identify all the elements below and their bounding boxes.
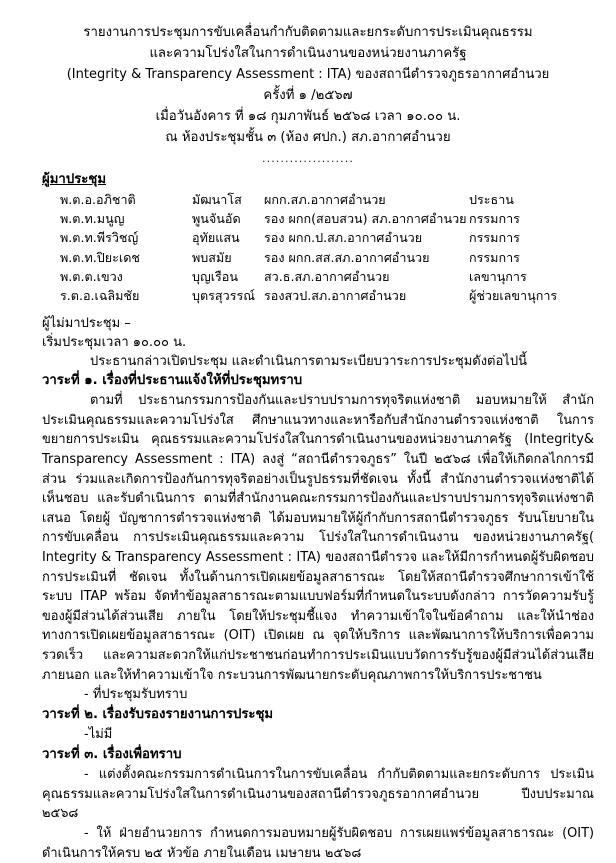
table-row <box>42 209 594 228</box>
title-line-3: (Integrity & Transparency Assessment : ITA) ของสถานีตำรวจภูธรอากาศอำนวย <box>66 67 550 82</box>
table-row <box>42 267 594 286</box>
attendee-surname: บุญเรือน <box>192 268 238 284</box>
chair-opening-statement: ประธานกล่าวเปิดประชุม และดำเนินการตามระเบียบวาระการประชุมดังต่อไปนี้ <box>90 354 527 370</box>
attendee-surname: มัฒนาโส <box>192 192 242 207</box>
attendee-position: รองสวป.สภ.อากาศอำนวย <box>264 288 407 304</box>
attendee-position: รอง ผกก(สอบสวน) สภ.อากาศอำนวย <box>264 211 467 227</box>
attendee-surname: อุทัยแสน <box>192 230 240 246</box>
attendee-surname: บุตรสุวรรณ์ <box>192 288 255 304</box>
title-line-5: เมื่อวันอังคาร ที่ ๑๘ กุมภาพันธ์ ๒๕๖๘ เวลา ๑๐.๐๐ น. <box>155 109 461 124</box>
attendee-position: สว.ธ.สภ.อากาศอำนวย <box>264 268 390 284</box>
title-line-4: ครั้งที่ ๑ /๒๕๖๗ <box>263 88 353 103</box>
attendees-heading-wrap <box>0 168 616 188</box>
title-line-6: ณ ห้องประชุมชั้น ๓ (ห้อง ศปก.) สภ.อากาศอำนวย <box>165 130 451 145</box>
table-row <box>42 286 594 305</box>
agenda-item-3-heading: วาระที่ ๓. เรื่องเพื่อทราบ <box>42 747 182 763</box>
agenda-item-3-bullet-2: - ให้ ฝ่ายอำนวยการ กำหนดการมอบหมายผู้รับผิดชอบ การเผยแพร่ข้อมูลสาธารณะ (OIT) ดำเนินการให้ครบ ๒๕ หัวข้อ ภายในเดือน เมษายน ๒๕๖๘ <box>42 825 594 861</box>
attendee-role: กรรมการ <box>469 230 520 246</box>
table-row <box>42 248 594 267</box>
attendee-position: รอง ผกก.สส.สภ.อากาศอำนวย <box>264 249 430 265</box>
attendee-role: ประธาน <box>469 192 514 207</box>
attendee-rank-name: พ.ต.อ.อภิชาติ <box>60 192 136 207</box>
dotted-separator: .................... <box>262 152 354 165</box>
attendee-rank-name: พ.ต.ต.เขวง <box>60 268 123 284</box>
agenda-item-1-heading: วาระที่ ๑. เรื่องที่ประธานแจ้งให้ที่ประชุมทราบ <box>42 373 303 389</box>
meeting-start-time: เริ่มประชุมเวลา ๑๐.๐๐ น. <box>42 335 187 351</box>
table-row <box>42 190 594 209</box>
attendee-rank-name: ร.ต.อ.เฉลิมชัย <box>60 288 140 304</box>
spacer <box>0 305 616 314</box>
attendee-role: เลขานุการ <box>469 268 527 284</box>
attendees-heading: ผู้มาประชุม <box>42 172 107 187</box>
attendee-role: กรรมการ <box>469 211 520 227</box>
attendee-role: กรรมการ <box>469 249 520 265</box>
attendee-position: รอง ผกก.ป.สภ.อากาศอำนวย <box>264 230 423 246</box>
attendee-rank-name: พ.ต.ท.มนูญ <box>60 211 125 227</box>
attendee-role: ผู้ช่วยเลขานุการ <box>469 288 558 304</box>
attendee-surname: พูนจันอัด <box>192 211 241 227</box>
title-line-2: และความโปร่งใสในการดำเนินงานของหน่วยงานภาครัฐ <box>149 46 467 61</box>
agenda-item-2-heading: วาระที่ ๒. เรื่องรับรองรายงานการประชุม <box>42 707 274 723</box>
document-title-block <box>0 0 616 148</box>
agenda-item-2-content: -ไม่มี <box>84 727 113 743</box>
title-line-1: รายงานการประชุมการขับเคลื่อนกำกับติดตามและยกระดับการประเมินคุณธรรม <box>83 25 533 40</box>
attendee-rank-name: พ.ต.ท.ปิยะเดช <box>60 249 140 265</box>
table-row <box>42 228 594 247</box>
agenda-item-1-resolution: - ที่ประชุมรับทราบ <box>84 687 188 703</box>
agenda-item-1-paragraph: ตามที่ ประธานกรรมการป้องกันและปราบปรามการทุจริตแห่งชาติ มอบหมายให้ สำนักประเมินคุณธรรมและความโปร่งใส ศึกษาแนวทางและหารือกับสำนักงานตำรวจแห่งชาติ ในการ ขยายการประเมิน คุณธรรมและความโปร่งใสในการดำเนินงานของหน่วยงานภาครัฐ (Integrity& Transparency Assessment : ITA) ลงสู่ “สถานีตำรวจภูธร” ในปี ๒๕๖๘ เพื่อให้เกิดกลไกการมีส่วน ร่วมและเกิดการป้องกันการทุจริตอย่างเป็นรูปธรรมที่ชัดเจน ทั้งนี้ สำนักงานตำรวจแห่งชาติได้เห็นชอบ และรับดำเนินการ ตามที่สำนักงานคณะกรรมการป้องกันและปราบปรามการทุจริตแห่งชาติเสนอ โดยผู้ บัญชาการตำรวจแห่งชาติ ได้มอบหมายให้ผู้กำกับการสถานีตำรวจภูธร รับนโยบายในการขับเคลื่อน การประเมินคุณธรรมและความ โปร่งใสในการดำเนินงาน ของหน่วยงานภาครัฐ( Integrity & Transparency Assessment : ITA) ของสถานีตำรวจ และให้มีการกำหนดผู้รับผิดชอบการประเมินที่ ชัดเจน ทั้งในด้านการเปิดเผยข้อมูลสาธารณะ โดยให้สถานีตำรวจศึกษาการเข้าใช้ระบบ ITAP พร้อม จัดทำข้อมูลสาธารณะตามแบบฟอร์มที่กำหนดในระบบดังกล่าว การวัดความรับรู้ของผู้มีส่วนได้ส่วนเสีย ภายใน โดยให้ประชุมชี้แจง ทำความเข้าใจในข้อคำถาม และให้นำช่องทางการเปิดเผยข้อมูลสาธารณะ (OIT) เปิดเผย ณ จุดให้บริการ และพัฒนาการให้บริการเพื่อความรวดเร็ว และความสะดวกให้แก่ประชาชนก่อนทำการประเมินแบบวัดการรับรู้ของผู้มีส่วนได้ส่วนเสียภายนอก และให้ทำความเข้าใจ กระบวนการพัฒนายกระดับคุณภาพการให้บริการประชาชน <box>42 393 594 683</box>
attendees-table <box>42 190 594 305</box>
attendees-table-body <box>42 190 594 305</box>
attendee-surname: พบสมัย <box>192 249 232 265</box>
absentees-label: ผู้ไม่มาประชุม – <box>42 316 131 332</box>
attendee-position: ผกก.สภ.อากาศอำนวย <box>264 192 386 207</box>
agenda-item-3-bullet-1: - แต่งตั้งคณะกรรมการดำเนินการในการขับเคลื่อน กำกับติดตามและยกระดับการ ประเมินคุณธรรมและความโปร่งใสในการดำเนินงานของสถานีตำรวจภูธรอากาศอำนวย ปีงบประมาณ ๒๕๖๘ <box>42 767 594 822</box>
attendee-rank-name: พ.ต.ท.พีรวิชญ์ <box>60 230 139 246</box>
